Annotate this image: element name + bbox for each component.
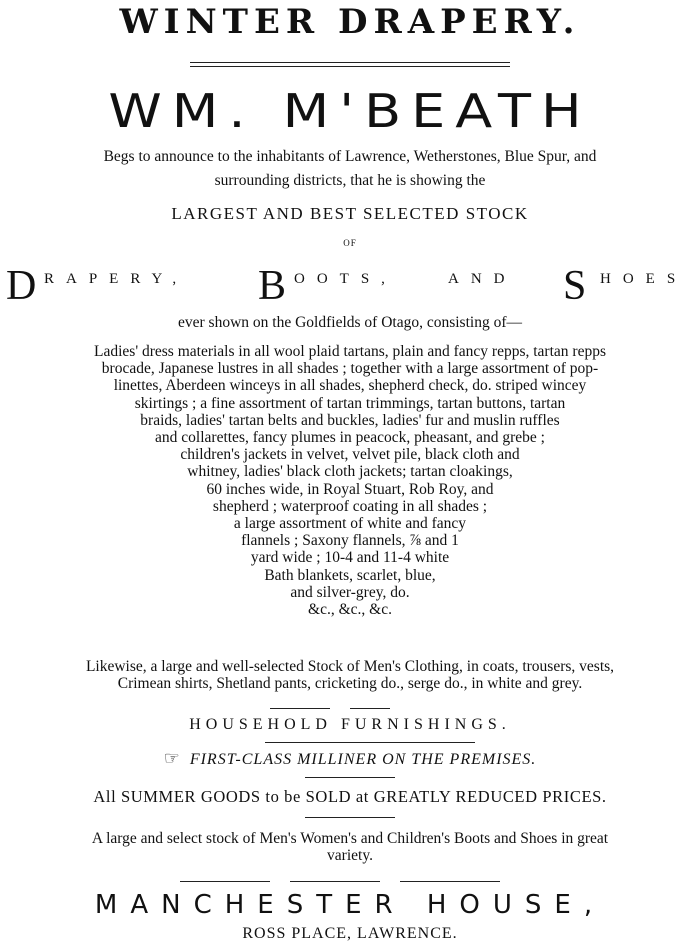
drapery-rest: RAPERY, — [44, 271, 189, 287]
and-word: AND — [448, 271, 517, 287]
divider-3 — [305, 777, 395, 778]
goods-line: 60 inches wide, in Royal Stuart, Rob Roy, and — [206, 480, 494, 498]
ad-title: WINTER DRAPERY. — [119, 2, 581, 42]
goods-line: children's jackets in velvet, velvet pile, black cloth and — [180, 446, 520, 464]
goods-line: brocade, Japanese lustres in all shades ; together with a large assortment of pop- — [101, 360, 599, 378]
goods-line: and collarettes, fancy plumes in peacock, pheasant, and grebe ; — [155, 429, 545, 447]
intro-line-2: surrounding districts, that he is showing the — [214, 172, 486, 189]
goods-line: &c., &c., &c. — [308, 601, 392, 619]
goods-line: flannels ; Saxony flannels, ⅞ and 1 — [241, 532, 459, 550]
merchant-name: WM. M'BEATH — [108, 84, 592, 139]
boots-line: variety. — [327, 847, 373, 865]
title-divider — [190, 62, 510, 67]
milliner-line — [0, 748, 700, 769]
drapery-initial: D — [6, 263, 37, 309]
divider-1 — [270, 708, 330, 709]
of-label: OF — [343, 238, 357, 248]
shoes-rest: HOES — [600, 271, 688, 287]
goods-line: braids, ladies' tartan belts and buckles, ladies' fur and muslin ruffles — [140, 411, 560, 429]
boots-line: A large and select stock of Men's Women's and Children's Boots and Shoes in great — [91, 830, 609, 847]
milliner-text: FIRST-CLASS MILLINER ON THE PREMISES. — [189, 751, 537, 768]
goods-line: yard wide ; 10-4 and 11-4 white — [250, 549, 450, 567]
mens-clothing-paragraph — [0, 658, 700, 692]
goods-line: whitney, ladies' black cloth jackets; tartan cloakings, — [187, 463, 513, 481]
goods-paragraph — [0, 343, 700, 618]
goods-line: a large assortment of white and fancy — [233, 515, 467, 533]
goldfields-line: ever shown on the Goldfields of Otago, consisting of— — [178, 314, 522, 331]
shoes-initial: S — [563, 263, 587, 309]
divider-2 — [265, 742, 475, 743]
boots-initial: B — [258, 263, 287, 309]
intro-line-1: Begs to announce to the inhabitants of Lawrence, Wetherstones, Blue Spur, and — [103, 148, 597, 165]
divider-5 — [180, 881, 270, 882]
goods-line: and silver-grey, do. — [290, 583, 410, 601]
household-heading: HOUSEHOLD FURNISHINGS. — [189, 716, 511, 733]
goods-line: Bath blankets, scarlet, blue, — [264, 566, 436, 584]
goods-line: linettes, Aberdeen winceys in all shades, shepherd check, do. striped wincey — [113, 377, 587, 395]
divider-1b — [350, 708, 390, 709]
boots-rest: OOTS, — [294, 271, 397, 287]
summer-line: All SUMMER GOODS to be SOLD at GREATLY REDUCED PRICES. — [93, 787, 607, 806]
mens-line: Crimean shirts, Shetland pants, cricketing do., serge do., in white and grey. — [117, 675, 583, 693]
boots-paragraph — [0, 830, 700, 864]
category-banner — [0, 263, 700, 309]
manchester-house: MANCHESTER HOUSE, — [94, 890, 606, 920]
pointing-hand-icon: ☞ — [163, 748, 180, 769]
divider-4 — [305, 817, 395, 818]
goods-line: shepherd ; waterproof coating in all shades ; — [212, 497, 488, 515]
goods-line: Ladies' dress materials in all wool plaid tartans, plain and fancy repps, tartan repps — [94, 343, 606, 360]
divider-5b — [290, 881, 380, 882]
stock-heading: LARGEST AND BEST SELECTED STOCK — [171, 204, 529, 223]
divider-5c — [400, 881, 500, 882]
address-line: ROSS PLACE, LAWRENCE. — [242, 925, 458, 942]
mens-line: Likewise, a large and well-selected Stock of Men's Clothing, in coats, trousers, vests, — [85, 658, 615, 675]
goods-line: skirtings ; a fine assortment of tartan trimmings, tartan buttons, tartan — [134, 394, 566, 412]
